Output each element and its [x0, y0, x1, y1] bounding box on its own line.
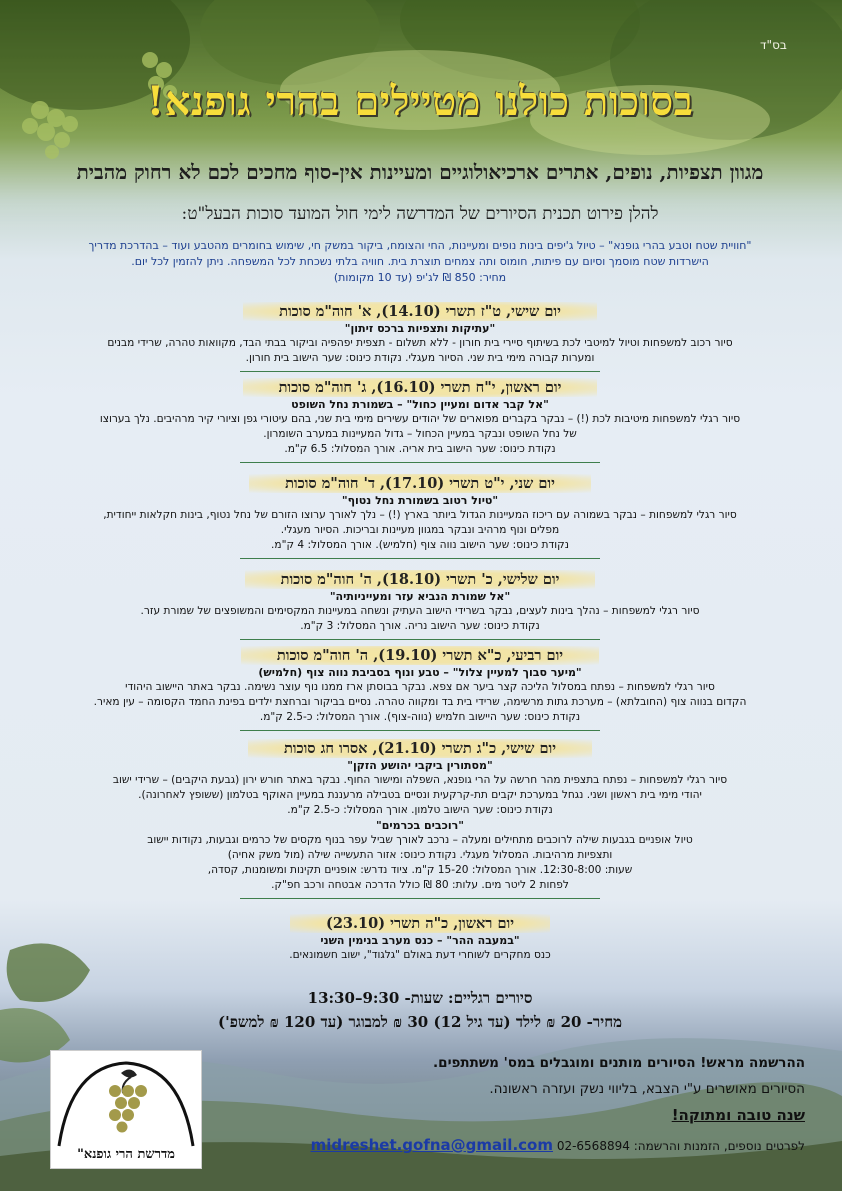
day-description: מפלים ונוף מרהיב ונבקר במגוון מעיינות ובריכות. הסיור מעגלי.: [280, 524, 560, 536]
day-section: [40, 739, 800, 899]
day-description: נקודת כינוס: שער הישוב נווה צוף (חלמיש). אורך המסלול: 4 ק"מ.: [271, 539, 569, 551]
day-description: נקודת כינוס: שער הישוב בית אריה. אורך המסלול: 6.5 ק"מ.: [284, 443, 556, 455]
walking-tours-price: מחיר- 20 ₪ לילד (עד גיל 12) 30 ₪ למבוגר (עד 120 ₪ למשפ'): [218, 1013, 622, 1031]
walking-tours-hours: סיורים רגליים: שעות- 9:30–13:30: [307, 989, 533, 1007]
contact-line: [230, 1136, 805, 1154]
day-description: סיור רגלי למשפחות – נפתח בתצפית מהר חרשה על הרי גופנא, השפלה ומישור החוף. נבקר באתר חורש ירון (גבעת היקבים) – שרידי ישוב: [112, 774, 728, 786]
day-description: יהודי מימי בית ראשון ושני. נגחל במערכת יקבים תת-קרקעית ונסיים בטבילה מרעננת במעיין האוקף בטלמון (ששופץ לאחרונה).: [138, 789, 702, 801]
day-description: סיור רכוב למשפחות וטיול למיטבי לכת בשיתוף סיירי בית חורון - ללא תשלום - תצפית יפהפיה וביקור בבתי הבד, מקוואות טהרה, שרידי מבנים: [107, 337, 733, 349]
day-heading: יום שני, י"ט תשרי (17.10), ד' חוה"מ סוכות: [249, 474, 591, 493]
day-section: [40, 646, 800, 731]
day-description: ותצפיות מרהיבות. המסלול מעגלי. נקודת כינוס: אזור התעשייה שילה (מול משק אחיה): [227, 849, 613, 861]
day-description: שעות: 12:30-8:00. אורך המסלול: 15-20 ק"מ. ציוד נדרש: אופניים תקינות ומשומנות, קסדה,: [207, 864, 633, 876]
day-description: נקודת כינוס: שער הישוב טלמון. אורך המסלול: כ-2.5 ק"מ.: [287, 804, 553, 816]
divider: [240, 558, 600, 559]
day-section: [40, 474, 800, 559]
registration-notes: [230, 1050, 805, 1128]
day-tour-title: "רוכבים בכרמים": [376, 819, 464, 832]
day-heading: יום ראשון, י"ח תשרי (16.10), ג' חוה"מ סוכות: [243, 378, 598, 397]
day-heading: יום ראשון, כ"ה תשרי (23.10): [290, 914, 550, 933]
intro-line: "חוויית שטח וטבע בהרי גופנא" – טיול ג'יפים בינות נופים ומעיינות, החי והצומח, ביקור במשק חי, שימוש בחומרים מהטבע ועוד – בהדרכת מדריך: [88, 239, 752, 252]
day-description: סיור רגלי למשפחות – נהלך בינות לעצים, נבקר בשרידי הישוב העתיק ונשחה במעיינות המקסימים והמשופצים של שמורת עזר.: [140, 605, 700, 617]
intro-line: הישרדות שטח מוסמך וסיום עם פיתות, חומוס ותה צמחים תוצרת בית. חוויה בלתי נשכחת לכל המשפחה. ניתן להזמין לכל יום.: [131, 255, 709, 268]
greeting: שנה טובה ומתוקה!: [671, 1106, 805, 1124]
registration-note: ההרשמה מראש! הסיורים מותנים ומוגבלים במס' משתתפים.: [433, 1055, 805, 1071]
logo: [50, 1050, 202, 1169]
divider: [240, 462, 600, 463]
page-title: בסוכות כולנו מטיילים בהרי גופנא!: [146, 78, 694, 125]
day-section: [40, 378, 800, 463]
divider: [240, 730, 600, 731]
day-tour-title: "טיול רטוב בשמורת נחל נטוף": [341, 494, 499, 507]
email-link[interactable]: midreshet.gofna@gmail.com: [310, 1136, 553, 1154]
phone-number: 02-6568894: [556, 1139, 630, 1153]
day-tour-title: "אל שמורת הנביא עזר ומעייניותיה": [329, 590, 511, 603]
contact-label: לפרטים נוספים, הזמנות והרשמה:: [633, 1139, 805, 1153]
day-section: [40, 302, 800, 372]
day-description: סיור רגלי למשפחות מיטיבות לכת (!) – נבקר בקברים מפוארים של יהודים עשירים מימי בית שני, בהם עיטורי גפן וציורי קיר מרהיבים. נלך בערוצו: [99, 413, 741, 425]
day-tour-title: "עתיקות ותצפיות ברכס זיתון": [344, 322, 496, 335]
day-description: סיור רגלי למשפחות – נבקר בשמורה עם ריכוז המעיינות הגדול ביותר בארץ (!) – נלך לאורך ערוצו הזורם של נחל נטוף, בינות חקלאות ייחודית,: [103, 509, 737, 521]
intro-paragraph: [20, 238, 820, 286]
day-tour-title: "מיער סבוך למעיין צלול" – טבע ונוף בסביבת נווה צוף (חלמיש): [258, 666, 582, 679]
day-description: לפחות 2 ליטר מים. עלות: 80 ₪ כולל הדרכה אבטחה ורכב חפ"ק.: [271, 879, 569, 891]
security-note: הסיורים מאושרים ע"י הצבא, בליווי נשק ועזרה ראשונה.: [489, 1081, 805, 1097]
logo-text: מדרשת הרי גופנא": [77, 1147, 175, 1162]
day-tour-title: "מסתורין ביקבי יהושע הזקן": [347, 759, 493, 772]
day-tour-title: "במעבה ההר" – כנס מערב בנימין השני: [320, 934, 520, 947]
divider: [240, 639, 600, 640]
day-description: של נחל השופט ונבקר במעיין הכחול – גדול המעיינות במערב השומרון.: [263, 428, 577, 440]
divider: [240, 898, 600, 899]
day-heading: יום שישי, כ"ג תשרי (21.10), אסרו חג סוכות: [248, 739, 592, 758]
day-description: נקודת כינוס: שער היישוב חלמיש (נווה-צוף). אורך המסלול: כ-2.5 ק"מ.: [259, 711, 581, 723]
day-heading: יום שישי, ט"ז תשרי (14.10), א' חוה"מ סוכות: [243, 302, 597, 321]
divider: [240, 371, 600, 372]
day-section: [40, 914, 800, 963]
day-description: נקודת כינוס: שער הישוב נריה. אורך המסלול: 3 ק"מ.: [300, 620, 540, 632]
day-description: הקדום בנווה צוף (החובלתא) – מערכת גתות מרשימה, שרידי בית בד ומקווה טהרה. נסיים בביקור וברחצת ילדים בפינת החמד הקסומה – עין מאיר.: [93, 696, 747, 708]
subtitle: מגוון תצפיות, נופים, אתרים ארכיאולוגיים ומעיינות אין-סוף מחכים לכם לא רחוק מהבית: [76, 160, 764, 184]
bsd-mark: בס"ד: [760, 38, 787, 52]
day-heading: יום שלישי, כ' תשרי (18.10), ה' חוה"מ סוכות: [245, 570, 596, 589]
day-section: [40, 570, 800, 640]
day-description: סיור רגלי למשפחות – נפתח במסלול הליכה קצר ביער אם צפא. נבקר בבוסתן ארז ממנו נוף עוצר נשימה. נבקר באתר היישוב היהודי: [125, 681, 715, 693]
day-description: כנס מחקרים לשוחרי דעת באולם "גלגוד", ישוב חשמונאים.: [289, 949, 551, 961]
intro-price: מחיר: 850 ₪ לג'יפ (עד 10 מקומות): [333, 271, 507, 284]
subtitle-secondary: להלן פירוט תכנית הסיורים של המדרשה לימי חול המועד סוכות הבעל"ט:: [181, 204, 659, 224]
day-description: טיול אופניים בגבעות שילה לרוכבים מתחילים ומעלה – נרכב לאורך שביל עפר בנוף מקסים של כרמים וגבעות, נקודות יישוב: [147, 834, 693, 846]
day-heading: יום רביעי, כ"א תשרי (19.10), ה' חוה"מ סוכות: [241, 646, 599, 665]
day-description: ומערות קבורה מימי בית שני. הסיור מעגלי. נקודת כינוס: שער הישוב בית חורון.: [245, 352, 595, 364]
day-tour-title: "אל קבר אדום ומעיין כחול" – בשמורת נחל השופט: [291, 398, 549, 411]
